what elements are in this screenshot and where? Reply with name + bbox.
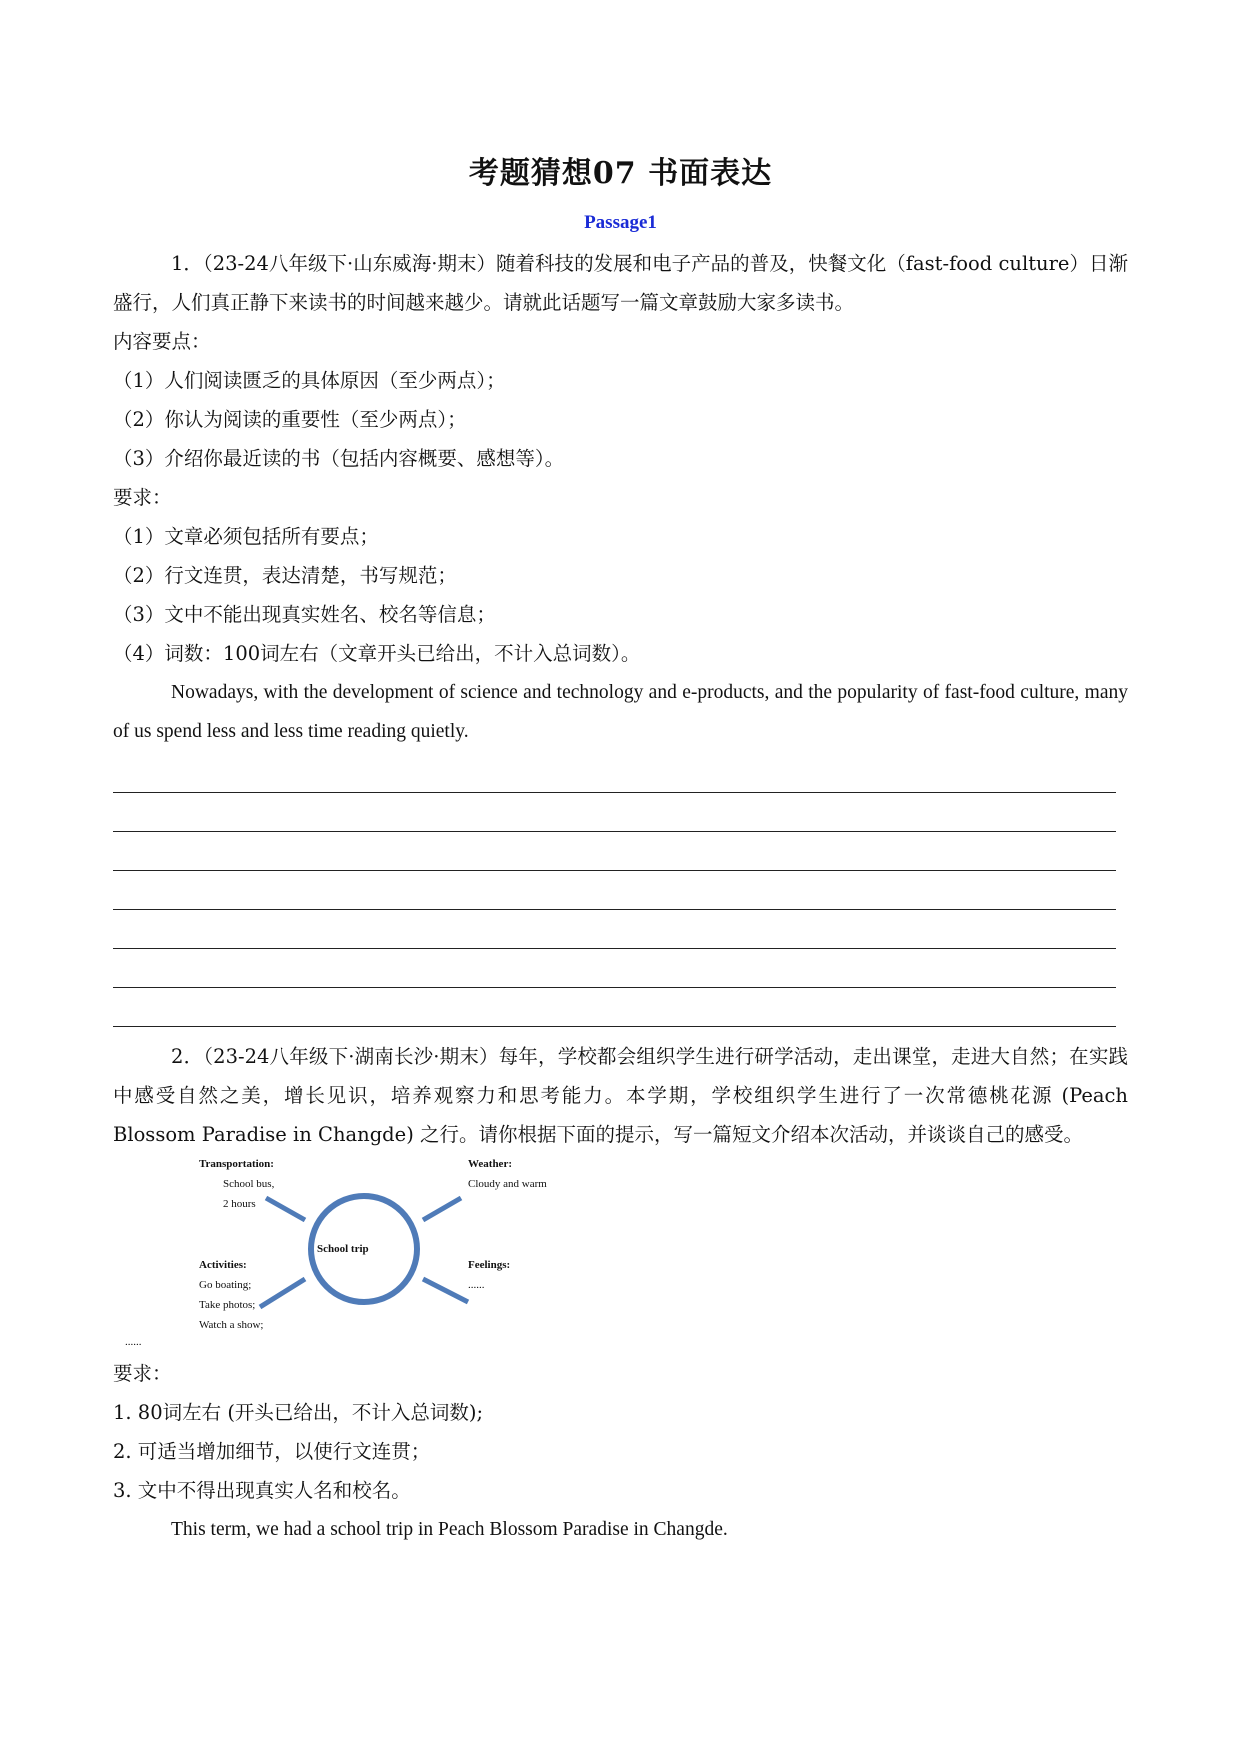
weather-label: Weather: (468, 1158, 512, 1170)
q1-opening: Nowadays, with the development of science and technology and e-products, and the popularity of fast-food culture, many of us spend less and less time reading quietly. (113, 682, 1128, 742)
q2-req-heading: 要求： (113, 1362, 172, 1385)
page-title: 考题猜想07 书面表达 (468, 156, 773, 191)
activities-item: Go boating; (199, 1279, 252, 1291)
q1-intro: 1．（23-24八年级下·山东威海·期末）随着科技的发展和电子产品的普及，快餐文化（fast-food culture）日渐盛行，人们真正静下来读书的时间越来越少。请就此话题写一篇文章鼓励大家多读书。 (113, 252, 1128, 314)
q2-intro: 2．（23-24八年级下·湖南长沙·期末）每年，学校都会组织学生进行研学活动，走出课堂，走进大自然；在实践中感受自然之美，增长见识，培养观察力和思考能力。本学期，学校组织学生进行了一次常德桃花源 (Peach Blossom Paradise in Changde) 之行。请你根据下面的提示，写一篇短文介绍本次活动，并谈谈自己的感受。 (113, 1045, 1128, 1146)
q1-requirement: （2）行文连贯，表达清楚，书写规范； (113, 564, 457, 587)
connector-line (423, 1198, 461, 1220)
feelings-label: Feelings: (468, 1259, 511, 1271)
transportation-item: 2 hours (223, 1198, 256, 1210)
q1-requirement: （4）词数：100词左右（文章开头已给出，不计入总词数）。 (113, 642, 641, 665)
content (113, 244, 1128, 1549)
answer-line[interactable] (113, 989, 1116, 1027)
q2-requirement: 3. 文中不得出现真实人名和校名。 (113, 1479, 411, 1502)
activities-item: Watch a show; (199, 1319, 264, 1331)
center-label: School trip (317, 1243, 369, 1255)
passage-label: Passage1 (584, 212, 657, 233)
q1-points-heading: 内容要点： (113, 330, 211, 353)
answer-line[interactable] (113, 833, 1116, 871)
q2-requirement: 2. 可适当增加细节，以使行文连贯； (113, 1440, 431, 1463)
activities-item: ...... (125, 1336, 142, 1348)
activities-label: Activities: (199, 1259, 247, 1271)
transportation-label: Transportation: (199, 1158, 274, 1170)
q1-requirement: （3）文中不能出现真实姓名、校名等信息； (113, 603, 496, 626)
q1-point: （2）你认为阅读的重要性（至少两点）； (113, 408, 467, 431)
answer-lines (113, 755, 1128, 1027)
q2-requirement: 1. 80词左右 (开头已给出，不计入总词数); (113, 1401, 484, 1424)
q1-point: （1）人们阅读匮乏的具体原因（至少两点）； (113, 369, 506, 392)
answer-line[interactable] (113, 794, 1116, 832)
connector-line (423, 1279, 468, 1302)
weather-item: Cloudy and warm (468, 1178, 547, 1190)
feelings-item: ...... (468, 1279, 485, 1291)
q1-req-heading: 要求： (113, 486, 172, 509)
q1-requirement: （1）文章必须包括所有要点； (113, 525, 379, 548)
transportation-item: School bus, (223, 1178, 275, 1190)
q2-opening: This term, we had a school trip in Peach Blossom Paradise in Changde. (171, 1519, 728, 1540)
answer-line[interactable] (113, 755, 1116, 793)
activities-item: Take photos; (199, 1299, 256, 1311)
connector-line (260, 1279, 305, 1307)
answer-line[interactable] (113, 911, 1116, 949)
q1-point: （3）介绍你最近读的书（包括内容概要、感想等）。 (113, 447, 565, 470)
answer-line[interactable] (113, 950, 1116, 988)
mind-map (113, 1154, 1128, 1354)
answer-line[interactable] (113, 872, 1116, 910)
connector-line (266, 1198, 305, 1220)
